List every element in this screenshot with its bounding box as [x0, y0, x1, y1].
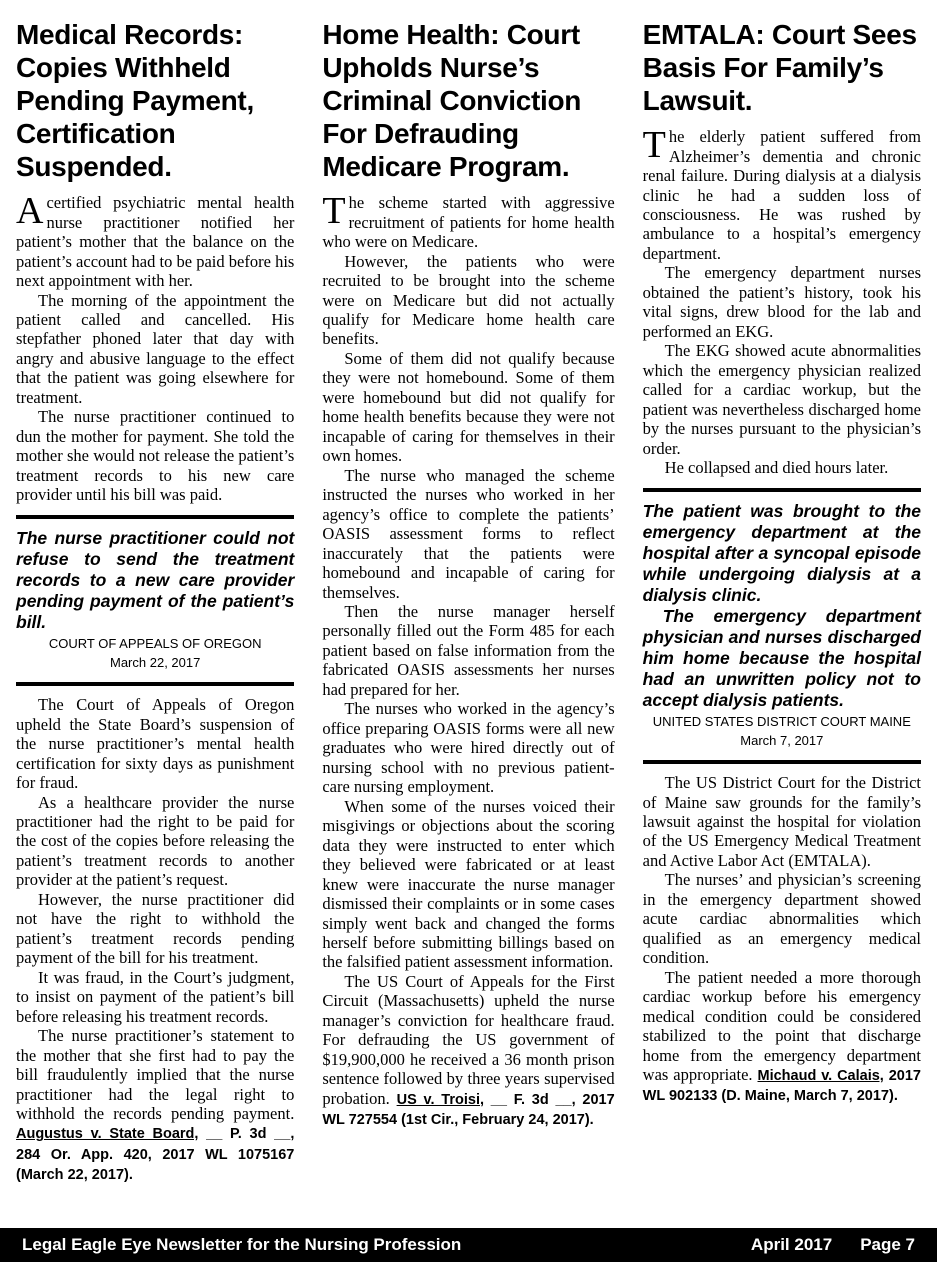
divider — [16, 682, 294, 686]
court-date: March 7, 2017 — [740, 732, 824, 748]
divider — [643, 488, 921, 492]
paragraph-with-citation — [643, 968, 921, 1106]
court-name: UNITED STATES DISTRICT COURT MAINE — [652, 713, 911, 729]
pullquote: The nurse practitioner could not refuse to send the treatment records to a new care provider pending payment of the patient’s bill. — [16, 527, 295, 632]
divider — [16, 515, 294, 519]
case-citation-detail: 2017 WL 902133 (D. Maine, March 7, 2017). — [642, 1068, 921, 1105]
column-home-health — [308, 18, 628, 1203]
footer-issue: April 2017 — [750, 1235, 833, 1254]
court-name: COURT OF APPEALS OF OREGON — [48, 635, 262, 651]
paragraph-text: The patient needed a more thorough cardiac workup before his emergency medical condition could be considered stabilized to the point that discharge home from the emergency department was appropriate. — [642, 967, 921, 1085]
article-columns — [16, 18, 921, 1203]
case-citation-detail: __ F. 3d __, 2017 WL 727554 (1st Cir., February 24, 2017). — [322, 1091, 615, 1128]
lead-paragraph — [16, 190, 295, 291]
footer-page-number: Page 7 — [860, 1235, 915, 1254]
paragraph: However, the patients who were recruited to be brought into the scheme were on Medicare but did not actually qualify for Medicare home health care benefits. — [322, 251, 615, 349]
paragraph: The nurses who worked in the agency’s office preparing OASIS forms were all new graduates who were hired directly out of nursing school with no previous patient-care nursing employment. — [322, 699, 615, 797]
lead-paragraph — [642, 124, 921, 263]
paragraph: The EKG showed acute abnormalities which the emergency physician realized called for a cardiac workup, but the patient was nevertheless discharged home by the nurses pursuant to the physician’s order. — [642, 341, 921, 458]
lead-paragraph — [322, 190, 615, 252]
divider — [643, 760, 921, 764]
paragraph-with-citation — [16, 1026, 294, 1184]
paragraph: Some of them did not qualify because they were not homebound. Some of them were homebound but did not qualify for home health benefits because they were not incapable of caring for themselves in their own homes. — [322, 348, 615, 466]
paragraph: The emergency department nurses obtained the patient’s history, took his vital signs, drew blood for the lab and performed an EKG. — [642, 263, 921, 341]
case-citation-name: Michaud v. Calais, — [757, 1068, 884, 1085]
paragraph: When some of the nurses voiced their misgivings or objections about the scoring data they were instructed to enter which they believed were fabricated or at least knew were inaccurate the nurse manager dismissed their complaints or in some cases simply went back and changed the forms herself before submitting billings based on the falsified patient assessment information. — [322, 796, 615, 972]
paragraph: The morning of the appointment the patient called and cancelled. His stepfather phoned later that day with angry and abusive language to the effect that the patient was going elsewhere for treatment. — [16, 290, 295, 407]
drop-cap: T — [322, 190, 346, 233]
paragraph: The US District Court for the District of Maine saw grounds for the family’s lawsuit against the hospital for violation of the US Emergency Medical Treatment and Active Labor Act (EMTALA). — [642, 773, 921, 870]
paragraph: He collapsed and died hours later. — [664, 458, 889, 478]
column-medical-records — [16, 18, 308, 1203]
lead-text: he scheme started with aggressive recruitment of patients for home health who were on Medicare. — [322, 193, 615, 252]
court-date: March 22, 2017 — [110, 654, 201, 670]
paragraph: Then the nurse manager herself personally filled out the Form 485 for each patient based on false information from the fabricated OASIS assessments her nurses had prepared for her. — [322, 602, 615, 699]
column-emtala — [629, 18, 921, 1203]
headline-medical-records: Medical Records: Copies Withheld Pending Payment, Certification Suspended. — [16, 19, 254, 183]
lead-text: certified psychiatric mental health nurse practitioner notified her patient’s mother that the balance on the patient’s account had to be paid before his next appointment with her. — [16, 193, 295, 291]
paragraph: However, the nurse practitioner did not have the right to withhold the patient’s treatment records pending payment of the bill for his treatment. — [16, 889, 295, 968]
paragraph: The nurse practitioner continued to dun the mother for payment. She told the mother she would not release the patient’s treatment records to his new care provider until his bill was paid. — [16, 407, 295, 505]
case-citation-name: US v. Troisi, — [396, 1091, 485, 1108]
pullquote-one: The patient was brought to the emergency department at the hospital after a syncopal episode while undergoing dialysis at a dialysis clinic. — [642, 500, 921, 605]
headline-home-health: Home Health: Court Upholds Nurse’s Criminal Conviction For Defrauding Medicare Program. — [322, 19, 582, 183]
case-citation-name: Augustus v. State Board, — [16, 1126, 199, 1143]
drop-cap: T — [642, 124, 666, 167]
paragraph: The Court of Appeals of Oregon upheld the State Board’s suspension of the nurse practitioner’s mental health certification for sixty days as punishment for fraud. — [16, 695, 295, 793]
lead-text: he elderly patient suffered from Alzheimer’s dementia and chronic renal failure. During dialysis at a dialysis clinic he had a sudden loss of consciousness. He was rushed by ambulance to a hospital’s emergency department. — [642, 127, 921, 263]
paragraph: The nurse who managed the scheme instructed the nurses who worked in her agency’s office to complete the patients’ OASIS assessment forms to reflect inaccurately that the patients were homebound and incapable of caring for themselves. — [322, 465, 615, 602]
page-footer — [0, 1228, 937, 1262]
paragraph-text: The nurse practitioner’s statement to the mother that she first had to pay the bill fraudulently implied that the nurse practitioner had the legal right to withhold the records pending payment. — [16, 1026, 295, 1123]
case-citation-detail: __ P. 3d __, 284 Or. App. 420, 2017 WL 1075167 (March 22, 2017). — [16, 1126, 295, 1183]
footer-right — [751, 1235, 915, 1255]
paragraph: It was fraud, in the Court’s judgment, to insist on payment of the patient’s bill before releasing his treatment records. — [16, 967, 295, 1026]
drop-cap: A — [16, 190, 44, 233]
paragraph-with-citation — [322, 972, 614, 1129]
headline-emtala: EMTALA: Court Sees Basis For Family’s Lawsuit. — [642, 19, 917, 117]
paragraph: As a healthcare provider the nurse practitioner had the right to be paid for the cost of the copies before releasing the patient’s treatment records to another provider at the patient’s request. — [16, 792, 295, 890]
pullquote-two: The emergency department physician and nurses discharged him home because the hospital had an unwritten policy not to accept dialysis patients. — [642, 605, 921, 710]
footer-title: Legal Eagle Eye Newsletter for the Nursing Profession — [22, 1235, 462, 1254]
paragraph-text: The US Court of Appeals for the First Circuit (Massachusetts) upheld the nurse manager’s conviction for healthcare fraud. For defrauding the US government of $19,900,000 he received a 36 month prison sentence followed by three years supervised probation. — [322, 971, 615, 1108]
paragraph: The nurses’ and physician’s screening in the emergency department showed acute cardiac abnormalities which qualified as an emergency medical condition. — [642, 870, 921, 968]
